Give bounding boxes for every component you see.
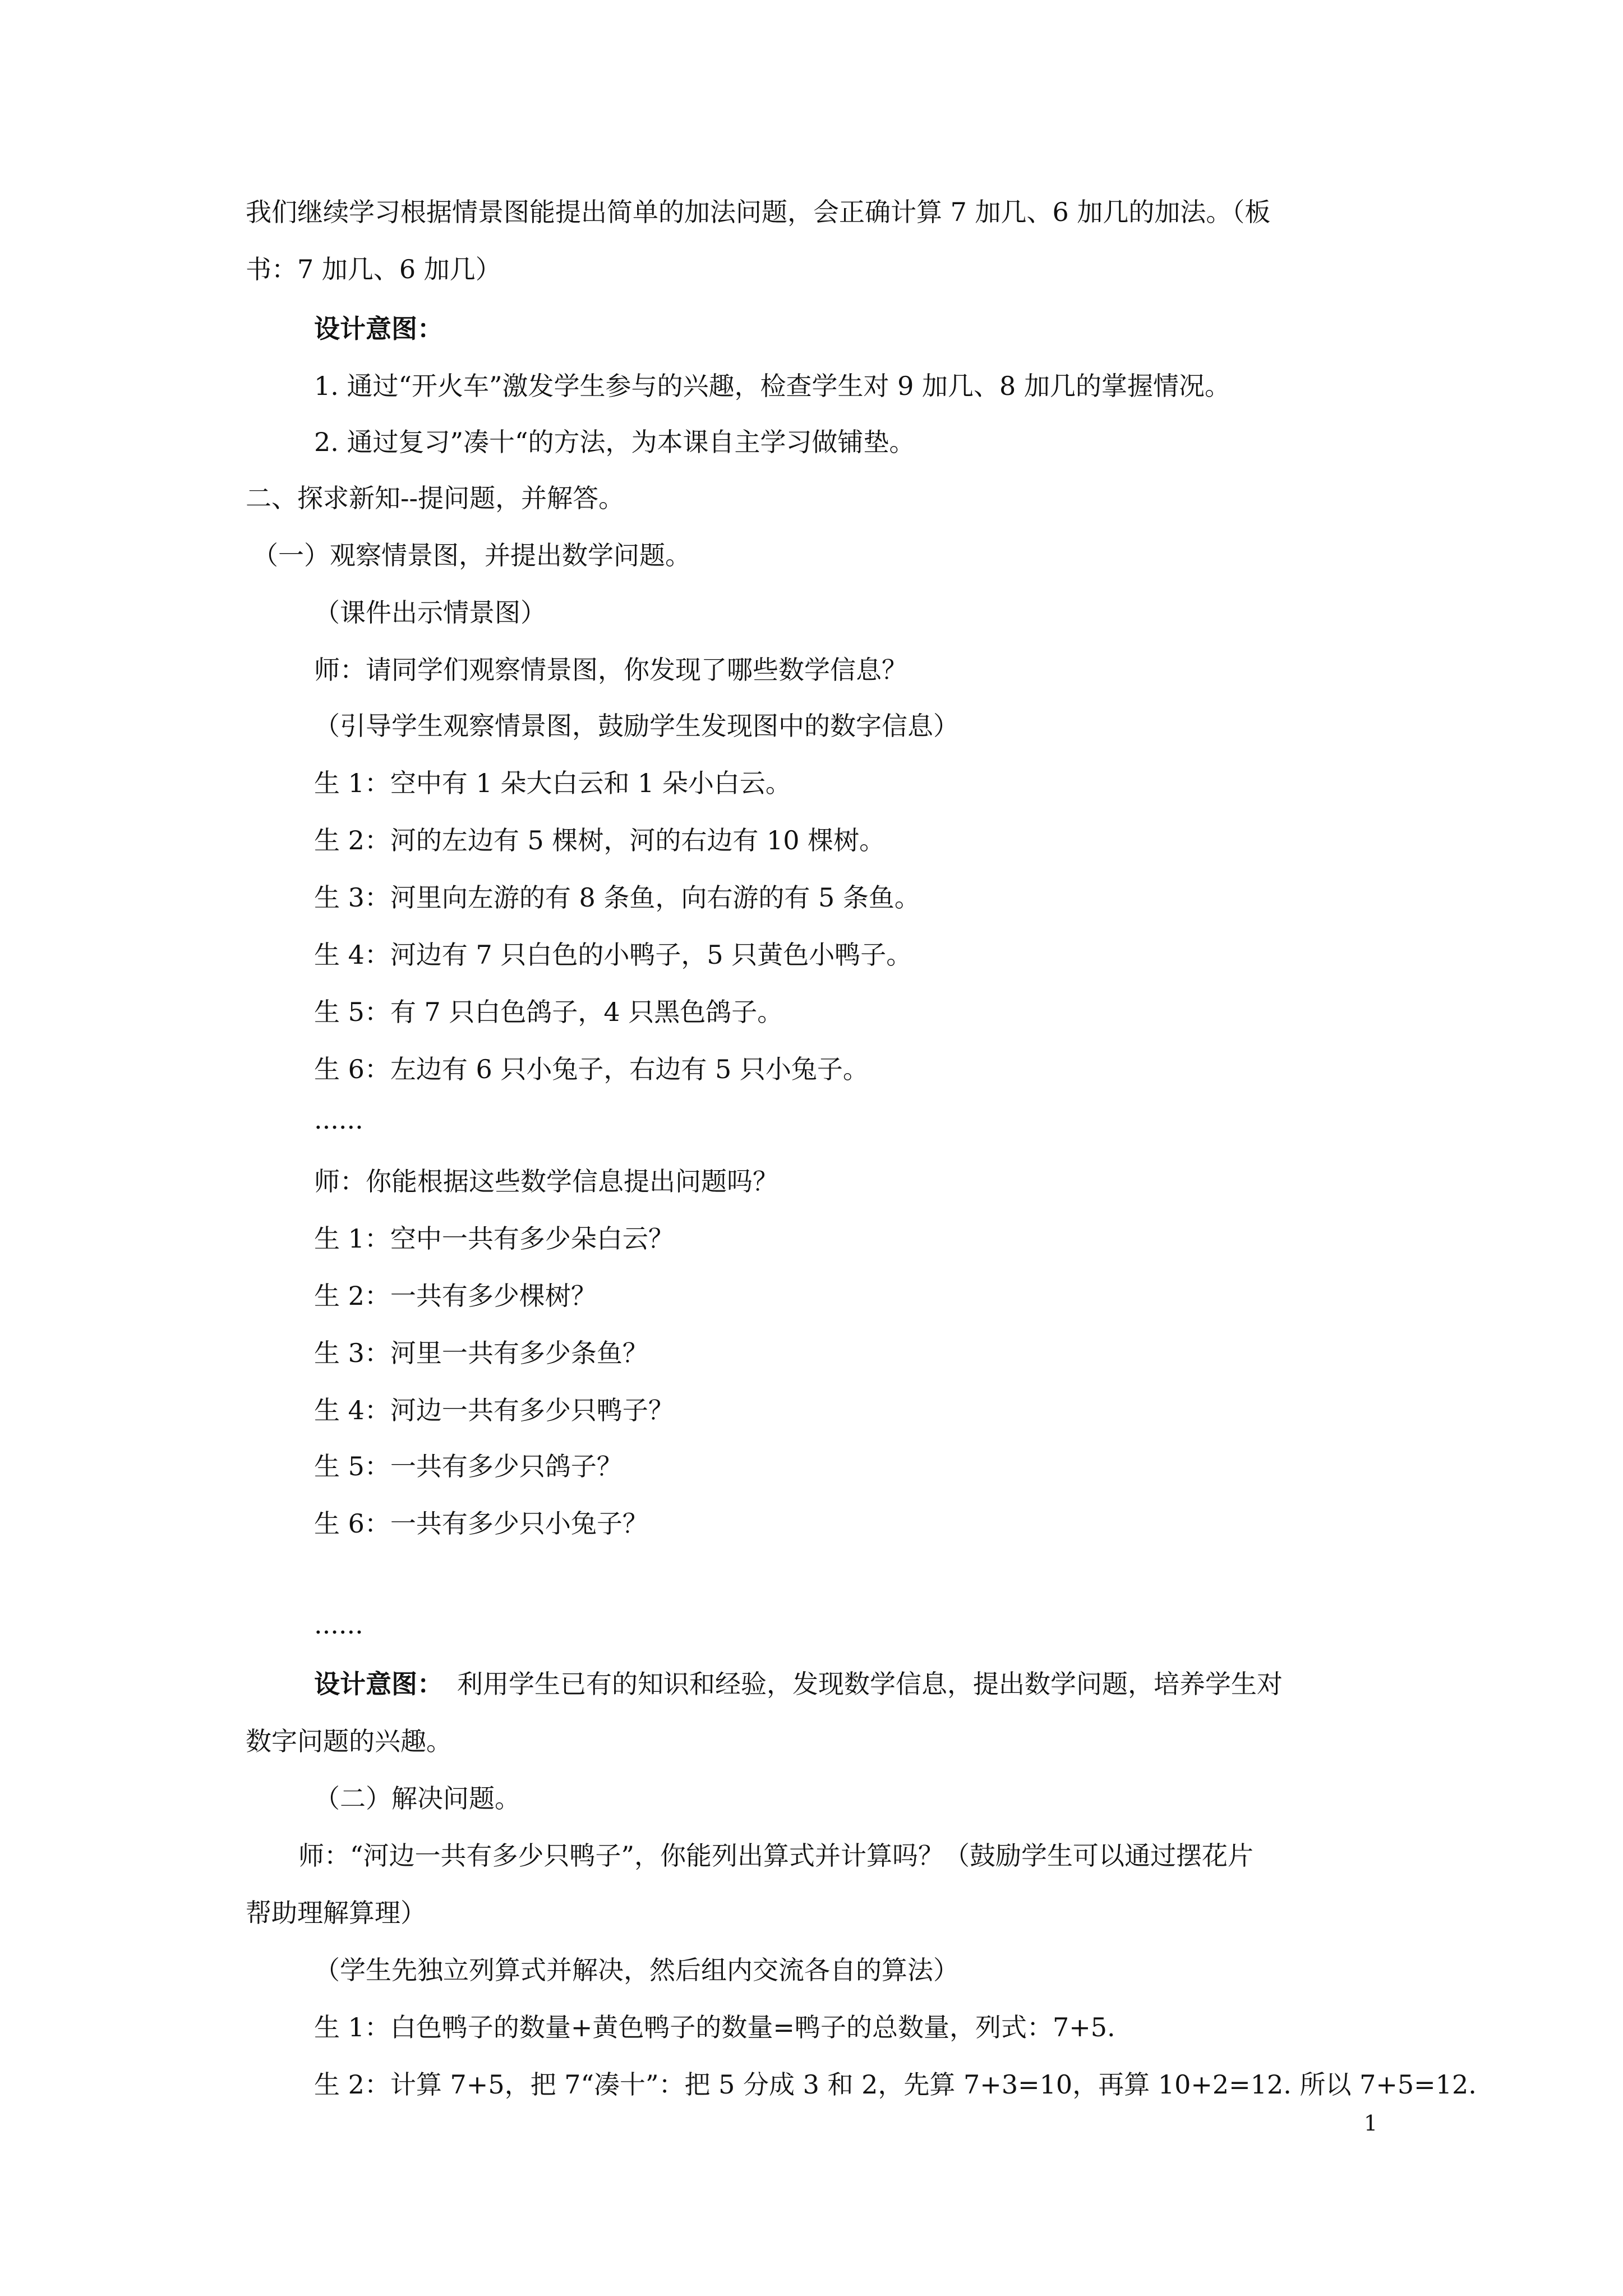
student-answer-2: 生 2：河的左边有 5 棵树，河的右边有 10 棵树。	[314, 825, 886, 855]
page-number: 1	[1364, 2111, 1378, 2136]
design-intent-heading: 设计意图：	[314, 314, 443, 344]
paragraph-intro-line-1: 我们继续学习根据情景图能提出简单的加法问题，会正确计算 7 加几、6 加几的加法。（板	[246, 197, 1271, 227]
solution-note: （学生先独立列算式并解决，然后组内交流各自的算法）	[314, 1955, 959, 1985]
guidance-note: （引导学生观察情景图，鼓励学生发现图中的数字信息）	[314, 711, 959, 741]
subsection-heading-2: （二）解决问题。	[314, 1783, 520, 1814]
student-question-4: 生 4：河边一共有多少只鸭子？	[314, 1395, 674, 1425]
subsection-heading-1: （一）观察情景图，并提出数学问题。	[252, 540, 691, 570]
student-answer-3: 生 3：河里向左游的有 8 条鱼，向右游的有 5 条鱼。	[314, 882, 920, 913]
student-answer-4: 生 4：河边有 7 只白色的小鸭子，5 只黄色小鸭子。	[314, 940, 912, 970]
student-question-1: 生 1：空中一共有多少朵白云？	[314, 1223, 674, 1254]
solution-student-1: 生 1：白色鸭子的数量+黄色鸭子的数量=鸭子的总数量，列式：7+5.	[314, 2012, 1115, 2042]
courseware-note: （课件出示情景图）	[314, 597, 546, 628]
design-intent-text-1: 利用学生已有的知识和经验，发现数学信息，提出数学问题，培养学生对	[457, 1669, 1283, 1699]
teacher-question-1: 师：请同学们观察情景图，你发现了哪些数学信息？	[314, 655, 907, 685]
design-intent-item-1: 1. 通过“开火车”激发学生参与的兴趣，检查学生对 9 加几、8 加几的掌握情况。	[314, 371, 1230, 401]
ellipsis-2: ......	[314, 1609, 363, 1640]
design-intent-heading-2: 设计意图：	[314, 1669, 443, 1699]
teacher-question-3-line-2: 帮助理解算理）	[246, 1898, 426, 1928]
student-answer-6: 生 6：左边有 6 只小兔子，右边有 5 只小兔子。	[314, 1054, 869, 1084]
teacher-question-3-line-1: 师：“河边一共有多少只鸭子”，你能列出算式并计算吗？（鼓励学生可以通过摆花片	[298, 1841, 1254, 1871]
design-intent-item-2: 2. 通过复习”凑十“的方法，为本课自主学习做铺垫。	[314, 427, 915, 457]
section-heading-2: 二、探求新知--提问题，并解答。	[246, 483, 625, 513]
ellipsis-1: ......	[314, 1105, 363, 1135]
paragraph-intro-line-2: 书：7 加几、6 加几）	[246, 254, 501, 284]
solution-student-2: 生 2：计算 7+5，把 7“凑十”：把 5 分成 3 和 2，先算 7+3=10，再算 10+2=12. 所以 7+5=12.	[314, 2069, 1477, 2100]
student-question-3: 生 3：河里一共有多少条鱼？	[314, 1338, 648, 1368]
student-question-5: 生 5：一共有多少只鸽子？	[314, 1451, 623, 1481]
design-intent-text-2: 数字问题的兴趣。	[246, 1726, 452, 1756]
student-question-2: 生 2：一共有多少棵树？	[314, 1281, 597, 1311]
student-question-6: 生 6：一共有多少只小兔子？	[314, 1508, 648, 1539]
teacher-question-2: 师：你能根据这些数学信息提出问题吗？	[314, 1166, 778, 1197]
student-answer-1: 生 1：空中有 1 朵大白云和 1 朵小白云。	[314, 768, 791, 798]
student-answer-5: 生 5：有 7 只白色鸽子，4 只黑色鸽子。	[314, 997, 783, 1027]
